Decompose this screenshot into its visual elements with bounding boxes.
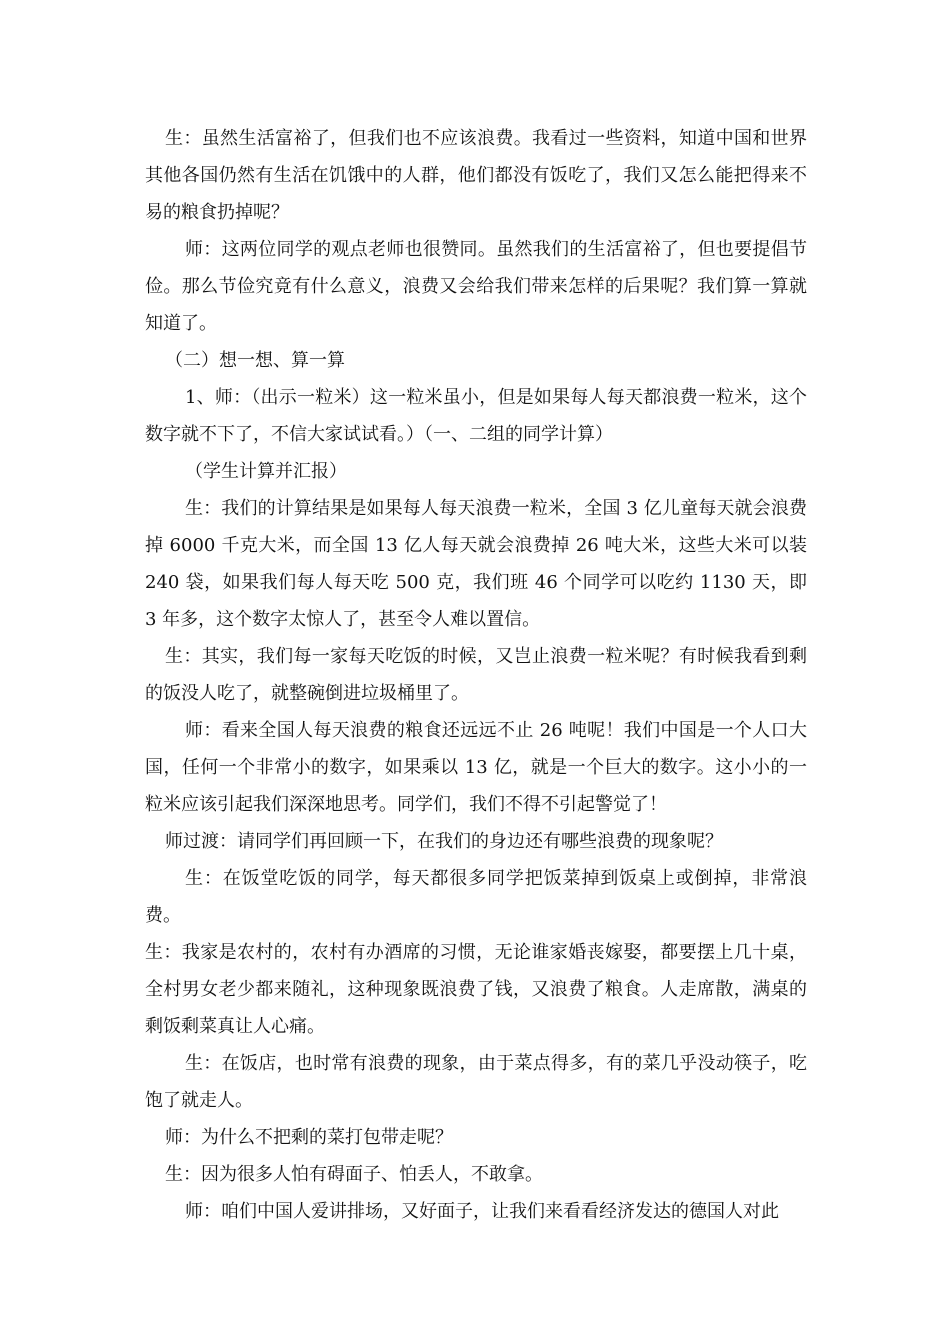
paragraph-teacher-1: 师：这两位同学的观点老师也很赞同。虽然我们的生活富裕了，但也要提倡节俭。那么节俭究竟有什么意义，浪费又会给我们带来怎样的后果呢？我们算一算就知道了。 xyxy=(145,239,807,334)
paragraph-student-restaurant: 生：在饭店，也时常有浪费的现象，由于菜点得多，有的菜几乎没动筷子，吃饱了就走人。 xyxy=(145,1053,807,1111)
paragraph-teacher-transition: 师过渡：请同学们再回顾一下，在我们的身边还有哪些浪费的现象呢？ xyxy=(165,831,723,852)
paragraph-teacher-germany: 师：咱们中国人爱讲排场，又好面子，让我们来看看经济发达的德国人对此 xyxy=(185,1201,779,1222)
paragraph-student-1: 生：虽然生活富裕了，但我们也不应该浪费。我看过一些资料，知道中国和世界其他各国仍然有生活在饥饿中的人群，他们都没有饭吃了，我们又怎么能把得来不易的粮食扔掉呢？ xyxy=(145,128,807,223)
paragraph-student-2: 生：其实，我们每一家每天吃饭的时候，又岂止浪费一粒米呢？有时候我看到剩的饭没人吃了，就整碗倒进垃圾桶里了。 xyxy=(145,646,807,704)
document-body xyxy=(145,120,807,1230)
section-heading-think-calc: （二）想一想、算一算 xyxy=(165,350,345,371)
paragraph-students-report: （学生计算并汇报） xyxy=(185,461,347,482)
paragraph-teacher-2: 师：看来全国人每天浪费的粮食还远远不止 26 吨呢！我们中国是一个人口大国，任何一个非常小的数字，如果乘以 13 亿，就是一个巨大的数字。这小小的一粒米应该引起我们深深地思考。同学们，我们不得不引起警觉了！ xyxy=(145,720,807,815)
paragraph-student-answer: 生：因为很多人怕有碍面子、怕丢人，不敢拿。 xyxy=(165,1164,543,1185)
paragraph-student-calc: 生：我们的计算结果是如果每人每天浪费一粒米，全国 3 亿儿童每天就会浪费掉 6000 千克大米，而全国 13 亿人每天就会浪费掉 26 吨大米，这些大米可以装 240 袋，如果我们每人每天吃 500 克，我们班 46 个同学可以吃约 1130 天，即 3 年多，这个数字太惊人了，甚至令人难以置信。 xyxy=(145,498,807,630)
paragraph-teacher-question: 师：为什么不把剩的菜打包带走呢？ xyxy=(165,1127,453,1148)
paragraph-student-canteen: 生：在饭堂吃饭的同学，每天都很多同学把饭菜掉到饭桌上或倒掉，非常浪费。 xyxy=(145,868,807,926)
paragraph-student-village: 生：我家是农村的，农村有办酒席的习惯，无论谁家婚丧嫁娶，都要摆上几十桌，全村男女老少都来随礼，这种现象既浪费了钱，又浪费了粮食。人走席散，满桌的剩饭剩菜真让人心痛。 xyxy=(145,942,807,1037)
paragraph-teacher-rice: 1、师：（出示一粒米）这一粒米虽小，但是如果每人每天都浪费一粒米，这个数字就不下了，不信大家试试看。）（一、二组的同学计算） xyxy=(145,387,807,445)
